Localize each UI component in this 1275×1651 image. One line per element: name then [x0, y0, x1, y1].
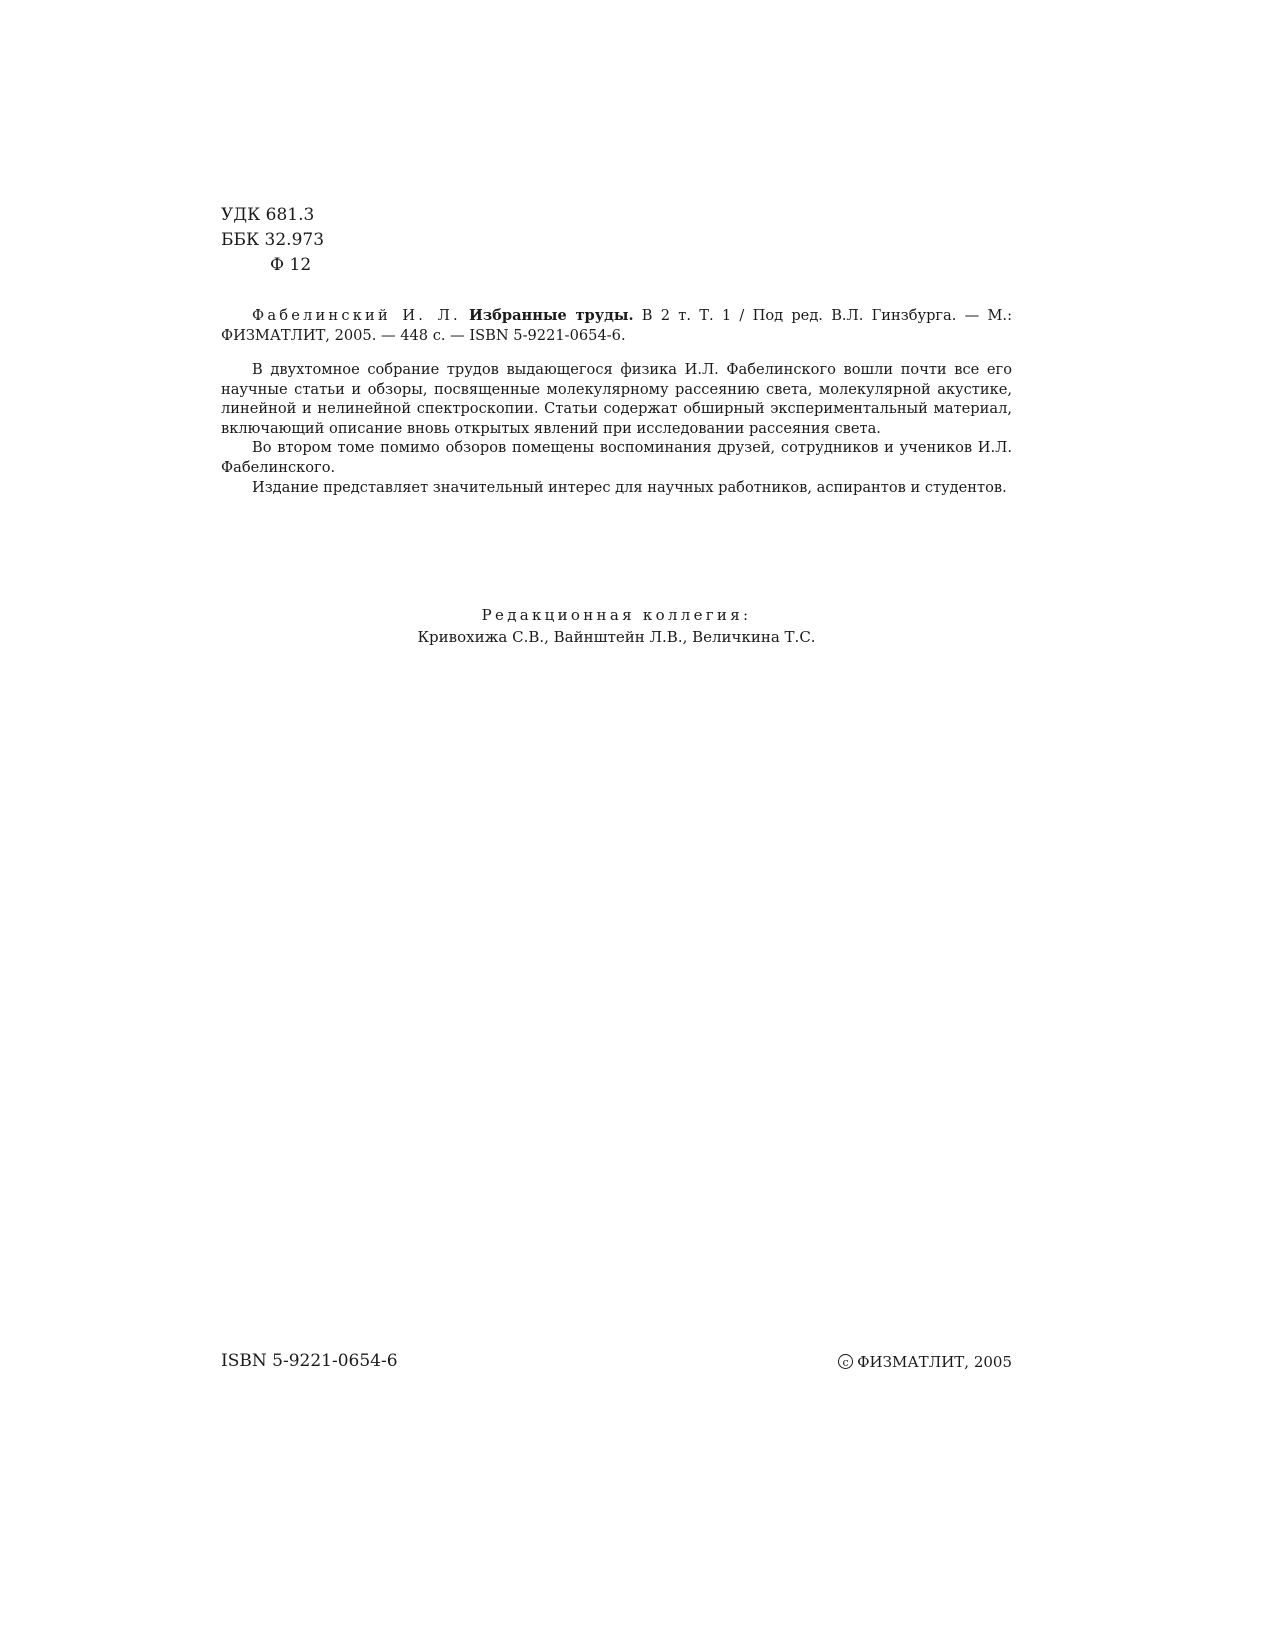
copyright-icon: c [838, 1354, 853, 1369]
bibliographic-details: В 2 т. Т. 1 / Под ред. В.Л. Гинзбурга. — М.: ФИЗМАТЛИТ, 2005. — 448 с. — ISBN 5-9221-0654-6. [221, 307, 1012, 344]
author-sign: Ф 12 [270, 255, 312, 275]
editorial-board-members: Кривохижа С.В., Вайнштейн Л.В., Величкина Т.С. [417, 628, 816, 646]
annotation-paragraph: Издание представляет значительный интерес для научных работников, аспирантов и студентов. [252, 478, 1007, 496]
editorial-board [221, 604, 1012, 648]
udk-code: УДК 681.3 [221, 205, 315, 225]
bbk-code: ББК 32.973 [221, 230, 325, 250]
copyright-holder: ФИЗМАТЛИТ, 2005 [857, 1353, 1012, 1371]
annotation-paragraph: Во втором томе помимо обзоров помещены воспоминания друзей, сотрудников и учеников И.Л. Фабелинского. [221, 439, 1012, 476]
editorial-board-heading: Редакционная коллегия: [481, 606, 752, 624]
bibliographic-record [221, 306, 1012, 345]
copyright-notice [838, 1351, 1012, 1373]
isbn-number: ISBN 5-9221-0654-6 [221, 1351, 398, 1371]
classification-codes [221, 203, 324, 278]
annotation-paragraph: В двухтомное собрание трудов выдающегося физика И.Л. Фабелинского вошли почти все его научные статьи и обзоры, посвященные молекулярному рассеянию света, молекулярной акустике, линейной и нелинейной спектроскопии. Статьи содержат обширный экспериментальный материал, включающий описание вновь открытых явлений при исследовании рассеяния света. [221, 361, 1012, 437]
bibliographic-author: Фабелинский И. Л. [252, 307, 461, 324]
annotation [221, 360, 1012, 497]
bibliographic-title: Избранные труды. [469, 307, 634, 324]
